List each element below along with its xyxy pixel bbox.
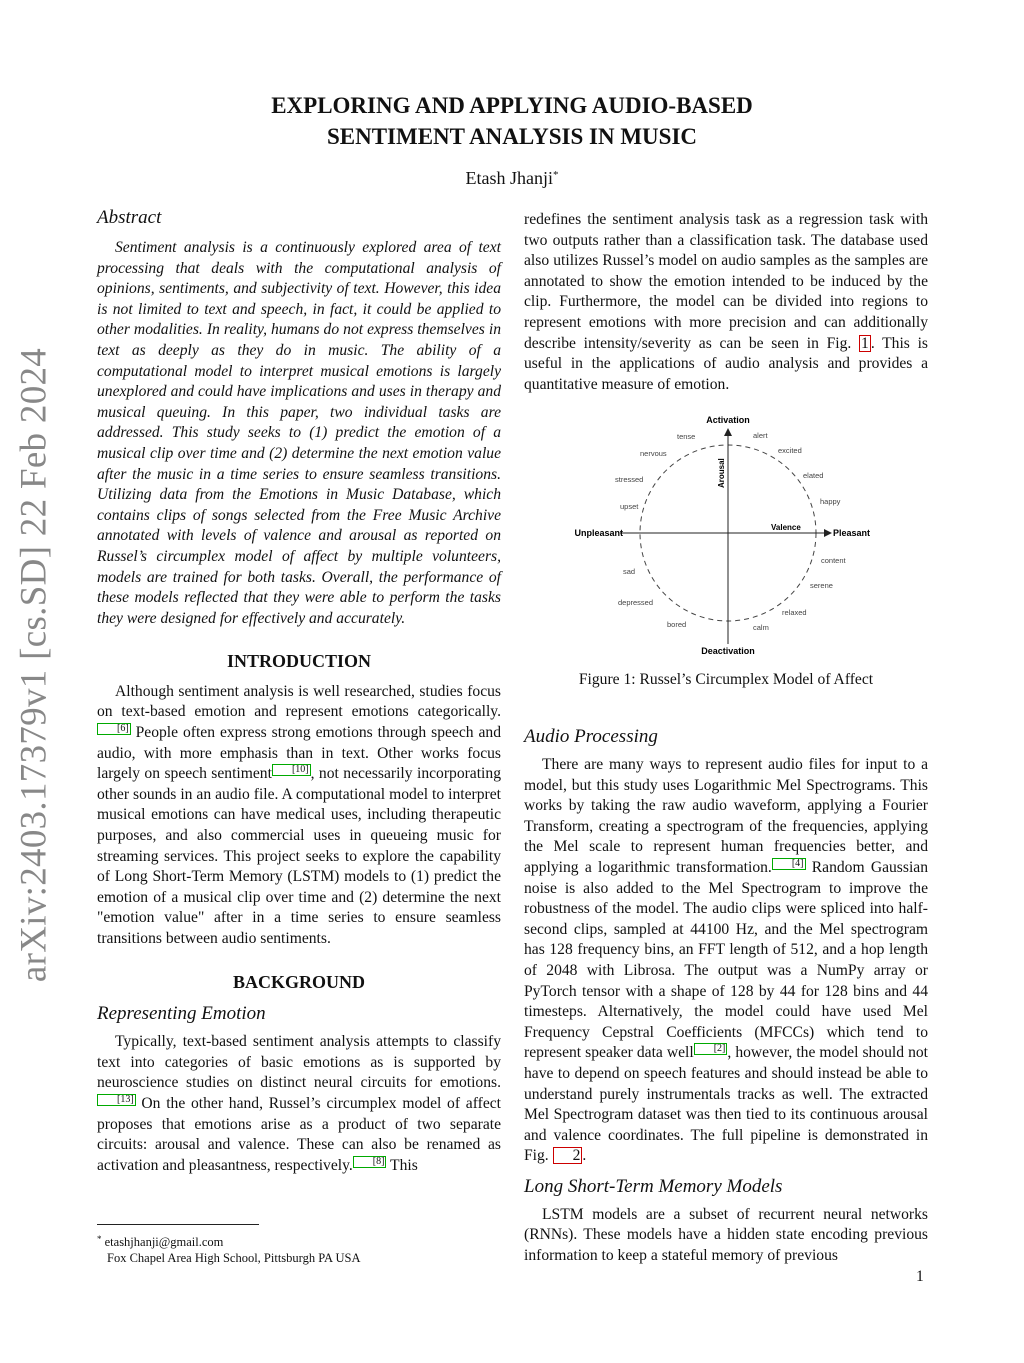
axis-right-label: Pleasant bbox=[833, 528, 871, 538]
emotion-label: content bbox=[821, 556, 846, 565]
footnote-affiliation: Fox Chapel Area High School, Pittsburgh PA USA bbox=[107, 1251, 361, 1265]
title-line-2: SENTIMENT ANALYSIS IN MUSIC bbox=[326, 124, 698, 149]
author-line bbox=[0, 168, 1024, 189]
audio-text-b: Random Gaussian noise is also added to the Mel Spectrogram to improve the robustness of the model. The audio clips were spliced into half-second clips, sampled at 44100 Hz, and the Mel spectrogram has 128 frequency bins, an FFT length of 512, and a hop length of 2048 with Librosa. The output was a NumPy array or PyTorch tensor with a shape of 128 by 44 for 128 bins and 44 timesteps. Alternatively, the model could have used Mel Frequency Cepstral Coefficients (MFCCs) which tend to represent speaker data well bbox=[524, 858, 928, 1062]
paper-title bbox=[0, 90, 1024, 152]
emotion-label: upset bbox=[620, 502, 639, 511]
arxiv-stamp-text: arXiv:2403.17379v1 [cs.SD] 22 Feb 2024 bbox=[13, 347, 55, 983]
citation-link[interactable]: [6] bbox=[97, 723, 131, 735]
circumplex-diagram bbox=[560, 408, 880, 663]
citation-link[interactable]: [4] bbox=[772, 858, 806, 870]
emotion-label: calm bbox=[753, 623, 769, 632]
background-heading: BACKGROUND bbox=[232, 971, 365, 992]
audio-processing-paragraph bbox=[524, 755, 928, 1167]
footnote bbox=[97, 1224, 497, 1266]
audio-text-a: There are many ways to represent audio files for input to a model, but this study uses Logarithmic Mel Spectrograms. This works by taking the raw audio waveform, applying a Fourier Transform, creating a spectrogram of the frequencies, applying the Mel scale to represent human frequencies better, and applying a logarithmic transformation. bbox=[524, 756, 928, 876]
footnote-rule bbox=[97, 1224, 259, 1225]
page-number: 1 bbox=[916, 1268, 924, 1285]
citation-link[interactable]: [2] bbox=[694, 1043, 728, 1055]
abstract-heading: Abstract bbox=[97, 207, 162, 228]
emotion-label: sad bbox=[623, 567, 636, 576]
lstm-heading: Long Short-Term Memory Models bbox=[524, 1175, 783, 1197]
audio-text-c: , however, the model should not have to depend on speech features and should instead be able to understand purely instrumentals tracks as well. The extracted Mel Spectrogram dataset was then tied to its continuous arousal and valence coordinates. The full pipeline is demonstrated in Fig. bbox=[524, 1044, 928, 1165]
background-text-a: Typically, text-based sentiment analysis attempts to classify text into categories of basic emotions as is supported by neuroscience studies on distinct neural circuits for emotions. bbox=[97, 1033, 501, 1092]
citation-link[interactable]: [13] bbox=[97, 1094, 136, 1106]
emotion-label: bored bbox=[667, 620, 687, 629]
footnote-email[interactable]: etashjhanji@gmail.com bbox=[104, 1235, 224, 1249]
circumplex-figure bbox=[560, 408, 880, 663]
arxiv-stamp bbox=[13, 347, 55, 983]
axis-bottom-label: Deactivation bbox=[701, 646, 755, 656]
emotion-label: relaxed bbox=[782, 608, 807, 617]
emotion-label: elated bbox=[803, 471, 824, 480]
figure-link[interactable]: 2 bbox=[553, 1147, 583, 1164]
figure-caption: Figure 1: Russel’s Circumplex Model of Affect bbox=[578, 671, 874, 688]
citation-link[interactable]: [8] bbox=[353, 1156, 387, 1168]
author-name: Etash Jhanji bbox=[465, 168, 553, 188]
continuation-paragraph bbox=[524, 210, 928, 395]
continuation-text-b: . This is useful in the applications of audio analysis and provides a quantitative measure of emotion. bbox=[524, 334, 928, 393]
background-paragraph bbox=[97, 1032, 501, 1176]
continuation-text-a: redefines the sentiment analysis task as a regression task with two outputs rather than a classification task. The database used also utilizes Russel’s model on audio samples as the samples are annotated to show the emotion intended to be induced by the clip. Furthermore, the model can be divided into regions to represent emotions with more precision and can additionally describe intensity/severity as can be seen in Fig. bbox=[524, 211, 928, 352]
axis-left-label: Unpleasant bbox=[574, 528, 623, 538]
emotion-label: happy bbox=[820, 497, 841, 506]
emotion-label: depressed bbox=[618, 598, 654, 607]
abstract-text: Sentiment analysis is a continuously explored area of text processing that deals with the computational analysis of opinions, sentiments, and subjectivity of text. However, this idea is not limited to text and speech, in fact, it could be applied to other modalities. In reality, humans do not express themselves in text as deeply as they do in music. The ability of a computational model to interpret musical emotions is largely unexplored and could have implications and uses in therapy and musical queuing. In this paper, two individual tasks are addressed. This study seeks to (1) predict the emotion of a musical clip over time and (2) determine the next emotion value after the music in a time series to ensure seamless transitions. Utilizing data from the Emotions in Music Database, which contains clips of songs selected from the Free Music Archive annotated with levels of valence and arousal as reported on Russel’s circumplex model of affect by multiple volunteers, models are trained for both tasks. Overall, the performance of these models reflected that they were able to perform the tasks they were designed for effectively and accurately. bbox=[97, 239, 501, 627]
emotion-label: alert bbox=[753, 431, 768, 440]
right-column-bottom bbox=[524, 719, 928, 1267]
figure-link[interactable]: 1 bbox=[861, 334, 869, 352]
arousal-label: Arousal bbox=[717, 458, 726, 488]
background-text-c: This bbox=[386, 1156, 418, 1174]
author-footnote-mark: * bbox=[553, 169, 559, 181]
emotion-label: tense bbox=[677, 432, 696, 441]
left-column bbox=[97, 206, 501, 1176]
audio-processing-heading: Audio Processing bbox=[524, 726, 658, 747]
footnote-mark: * bbox=[97, 1234, 102, 1244]
valence-label: Valence bbox=[771, 523, 801, 532]
intro-text-b: People often express strong emotions through speech and audio, with more emphasis than in text. Other works focus largely on speech sentiment bbox=[97, 724, 501, 783]
right-column-top bbox=[524, 210, 928, 395]
introduction-heading: INTRODUCTION bbox=[226, 651, 372, 672]
emotion-label: stressed bbox=[615, 475, 644, 484]
emotion-label: serene bbox=[810, 581, 833, 590]
axis-top-label: Activation bbox=[706, 415, 750, 425]
intro-text-a: Although sentiment analysis is well researched, studies focus on text-based emotion and represent emotions categorically. bbox=[97, 682, 501, 721]
emotion-label: excited bbox=[778, 446, 802, 455]
background-text-b: On the other hand, Russel’s circumplex model of affect proposes that emotions arise as a product of two separate circuits: arousal and valence. These can also be renamed as activation and pleasantness, respectively. bbox=[97, 1094, 501, 1174]
intro-text-c: , not necessarily incorporating other sounds in an audio file. A computational model to interpret musical emotions can have medical uses, including therapeutic purposes, and also commercial uses in queueing music for streaming services. This project seeks to explore the capability of Long Short-Term Memory (LSTM) models to (1) predict the emotion of a musical clip over time and (2) determine the next "emotion value" after in a time series to ensure seamless transitions between audio sentiments. bbox=[97, 765, 501, 947]
lstm-paragraph: LSTM models are a subset of recurrent neural networks (RNNs). These models have a hidden state encoding previous information to keep a stateful memory of previous bbox=[524, 1205, 928, 1265]
title-line-1: EXPLORING AND APPLYING AUDIO-BASED bbox=[271, 93, 753, 118]
introduction-paragraph bbox=[97, 682, 501, 950]
audio-text-d: . bbox=[582, 1147, 587, 1165]
representing-emotion-heading: Representing Emotion bbox=[97, 1003, 266, 1025]
citation-link[interactable]: [10] bbox=[272, 764, 311, 776]
emotion-label: nervous bbox=[640, 449, 667, 458]
